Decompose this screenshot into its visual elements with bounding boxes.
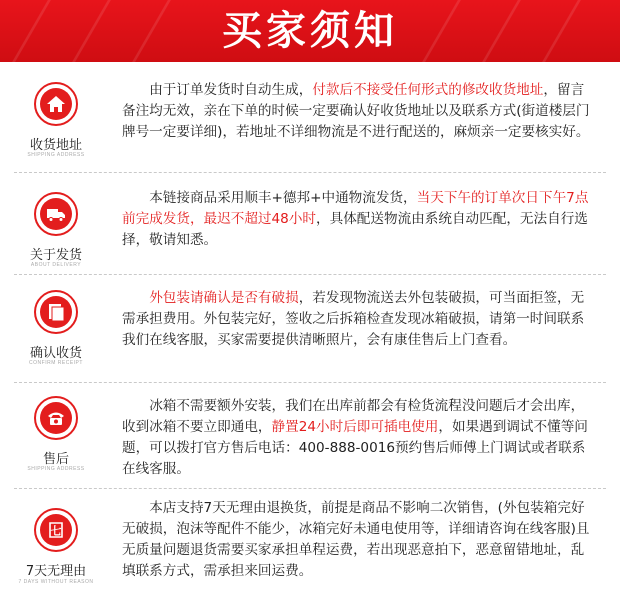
section-sublabel: SHIPPING ADDRESS bbox=[27, 466, 85, 472]
section-label: 确认收货 bbox=[29, 346, 82, 361]
house-icon bbox=[34, 82, 78, 126]
section-text bbox=[122, 498, 592, 582]
section-about-delivery bbox=[0, 180, 620, 280]
section-label: 7天无理由 bbox=[25, 564, 87, 579]
delivery-truck-icon bbox=[34, 192, 78, 236]
section-sublabel: 7 DAYS WITHOUT REASON bbox=[18, 579, 94, 585]
text-part: 冰箱不需要额外安装，我们在出库前都会有检货流程没问题后才会出库，收到冰箱不要立即通电， bbox=[122, 398, 585, 435]
section-sublabel: CONFIRM RECEIPT bbox=[29, 360, 83, 366]
section-seven-day-return bbox=[0, 496, 620, 608]
section-text bbox=[122, 80, 592, 143]
highlight-text: 外包装请确认是否有破损 bbox=[149, 290, 299, 306]
section-shipping-address bbox=[0, 74, 620, 168]
divider bbox=[14, 274, 606, 275]
section-text bbox=[122, 288, 592, 351]
divider bbox=[14, 172, 606, 173]
highlight-text: 当天下午的订单次日下午7点前完成发货，最迟不超过48小时 bbox=[122, 190, 589, 227]
section-text bbox=[122, 188, 592, 251]
text-part: 由于订单发货时自动生成， bbox=[149, 82, 313, 98]
page-title: 买家须知 bbox=[222, 8, 398, 54]
section-after-sales bbox=[0, 392, 620, 492]
text-part: ，留言备注均无效，亲在下单的时候一定要确认好收货地址以及联系方式(街道楼层门牌号一定要详细)，若地址不详细物流是不进行配送的，麻烦亲一定要核实好。 bbox=[122, 82, 590, 140]
text-part: ，具体配送物流由系统自动匹配，无法自行选择，敬请知悉。 bbox=[122, 211, 588, 248]
text-part: 本链接商品采用顺丰+德邦+中通物流发货， bbox=[149, 190, 417, 206]
section-confirm-receipt bbox=[0, 282, 620, 382]
package-box-icon bbox=[34, 290, 78, 334]
highlight-text: 静置24小时后即可插电使用 bbox=[271, 419, 439, 435]
text-part: ，如果遇到调试不懂等问题，可以拨打官方售后电话：400-888-0016预约售后师傅上门调试或者联系在线客服。 bbox=[122, 419, 588, 477]
telephone-icon bbox=[34, 396, 78, 440]
badge-glyph: 七 bbox=[50, 524, 62, 538]
highlight-text: 付款后不接受任何形式的修改收货地址 bbox=[312, 82, 544, 98]
section-sublabel: SHIPPING ADDRESS bbox=[27, 152, 85, 158]
header-banner bbox=[0, 0, 620, 62]
section-text bbox=[122, 396, 592, 480]
section-label: 收货地址 bbox=[29, 138, 82, 153]
section-label: 售后 bbox=[42, 452, 69, 467]
section-sublabel: ABOUT DELIVERY bbox=[30, 262, 82, 268]
text-part: ，若发现物流送去外包装破损，可当面拒签，无需承担费用。外包装完好，签收之后拆箱检查发现冰箱破损，请第一时间联系我们在线客服，买家需要提供清晰照片，会有康佳售后上门查看。 bbox=[122, 290, 585, 348]
divider bbox=[14, 382, 606, 383]
section-label: 关于发货 bbox=[29, 248, 82, 263]
seven-days-return-icon bbox=[34, 508, 78, 552]
text-part: 本店支持7天无理由退换货，前提是商品不影响二次销售，(外包装箱完好无破损，泡沫等配件不能少，冰箱完好未通电使用等，详细请咨询在线客服)且无质量问题退货需要买家承担单程运费，若出现恶意拍下，恶意留错地址，乱填联系方式，需承担来回运费。 bbox=[122, 500, 590, 579]
divider bbox=[14, 488, 606, 489]
